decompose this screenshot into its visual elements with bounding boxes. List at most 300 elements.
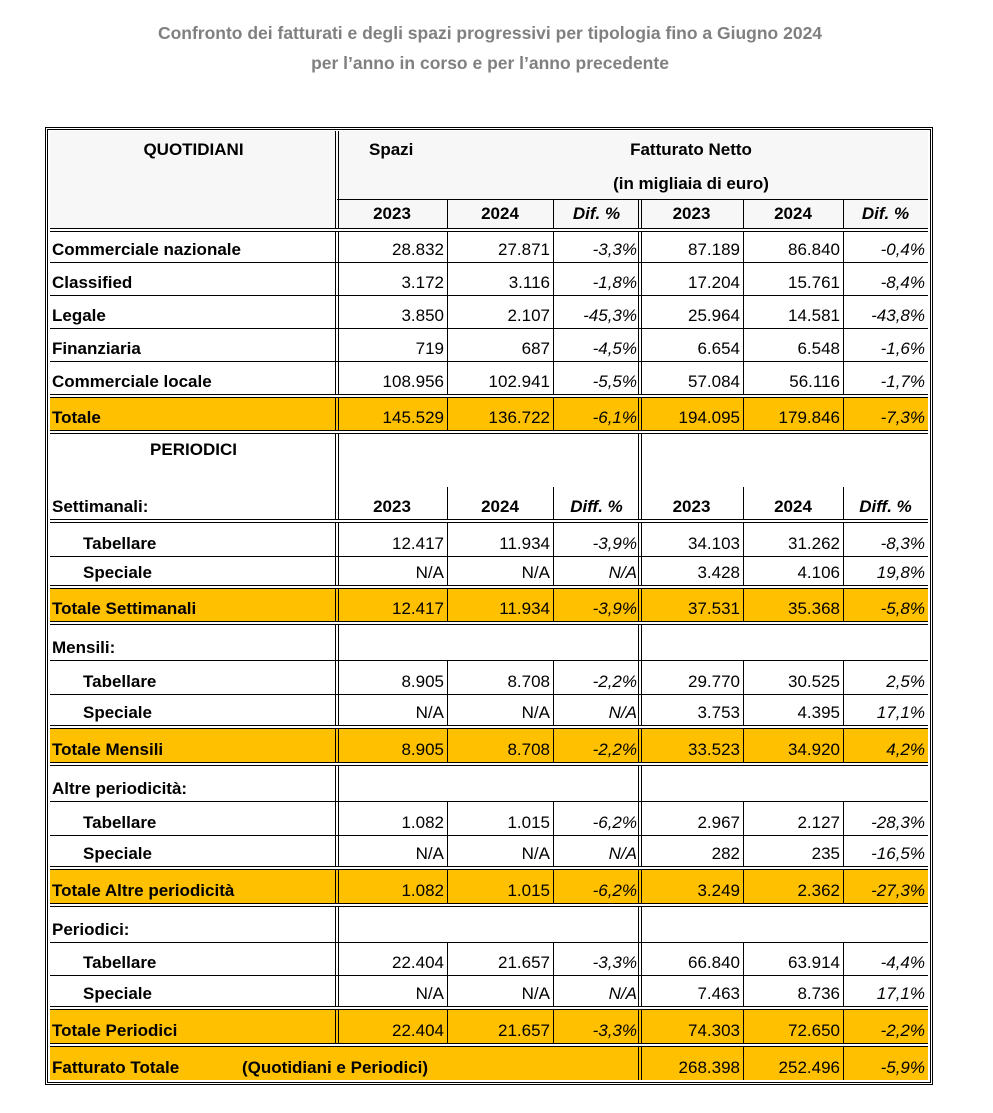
divider [335,328,339,361]
table-cell: 4.395 [797,703,840,722]
table-cell: 29.770 [688,672,740,691]
header-spazi-2024: 2024 [481,204,519,223]
divider [335,232,339,262]
divider [638,589,642,621]
table-cell: N/A [415,984,444,1003]
table-cell: 72.650 [788,1021,840,1040]
table-cell: -6,2% [592,813,637,832]
table-cell: N/A [521,844,550,863]
table-cell: -3,3% [592,953,637,972]
divider [638,523,642,556]
table-cell: 14.581 [788,306,840,325]
table-cell: 34.103 [688,534,740,553]
divider [50,660,928,661]
table-cell: -5,9% [880,1058,925,1077]
table-cell: -45,3% [583,306,637,325]
divider [335,801,339,835]
divider [638,328,642,361]
divider [50,361,928,362]
divider [337,199,928,200]
divider [50,942,928,943]
divider [335,835,339,866]
table-cell: 4.106 [797,563,840,582]
divider [743,398,744,430]
divider [50,328,928,329]
table-cell: 108.956 [382,372,444,391]
divider [743,232,744,262]
divider [50,228,928,232]
row-label: Tabellare [83,813,157,832]
divider [843,942,844,975]
table-cell: N/A [415,703,444,722]
divider [843,487,844,519]
row-label: Settimanali: [52,497,149,516]
divider [50,621,928,625]
divider [638,398,642,430]
table-cell: 25.964 [688,306,740,325]
divider [743,1010,744,1043]
table-cell: 87.189 [688,240,740,259]
divider [638,870,642,903]
divider [843,1047,844,1080]
divider [553,589,554,621]
table-cell: 3.850 [401,306,444,325]
column-header: 2024 [774,497,812,516]
table-cell: 3.116 [508,273,550,292]
divider [638,434,642,487]
row-label: Commerciale nazionale [52,240,241,259]
table-cell: N/A [415,844,444,863]
divider [335,907,339,942]
row-label: Legale [52,306,106,325]
divider [743,694,744,725]
divider [843,523,844,556]
row-label: Finanziaria [52,339,141,358]
table-cell: 66.840 [688,953,740,972]
header-fatturato: Fatturato Netto [630,140,752,159]
table-cell: 15.761 [788,273,840,292]
divider [335,870,339,903]
table-cell: 21.657 [498,953,550,972]
divider [335,660,339,694]
table-cell: 179.846 [778,408,840,427]
divider [843,556,844,585]
divider [843,694,844,725]
table-cell: 33.523 [688,740,740,759]
divider [447,398,448,430]
table-cell: 37.531 [688,599,740,618]
divider [743,295,744,328]
divider [553,729,554,762]
table-cell: 1.015 [507,813,550,832]
divider [447,487,448,519]
total-row-label: Totale Periodici [52,1021,178,1040]
row-label: Tabellare [83,672,157,691]
divider [553,199,554,228]
table-cell: 145.529 [382,408,444,427]
table-cell: 6.654 [697,339,740,358]
divider [843,801,844,835]
divider [447,1010,448,1043]
divider [335,295,339,328]
divider [553,487,554,519]
table-cell: 30.525 [788,672,840,691]
table-cell: 235 [811,844,840,863]
table-cell: 1.082 [401,881,444,900]
table-cell: 3.753 [697,703,740,722]
divider [447,589,448,621]
divider [447,942,448,975]
table-cell: 2.127 [797,813,840,832]
table-cell: 11.934 [499,599,550,618]
table-cell: 17,1% [876,984,925,1003]
divider [743,328,744,361]
divider [638,975,642,1006]
table-cell: -2,2% [592,740,637,759]
table-cell: -2,2% [880,1021,925,1040]
column-header: Diff. % [570,497,623,516]
divider [743,729,744,762]
table-cell: -1,6% [880,339,925,358]
divider [335,694,339,725]
table-cell: -8,3% [880,534,925,553]
divider [447,975,448,1006]
table-cell: 4,2% [886,740,925,759]
table-cell: N/A [521,703,550,722]
divider [843,589,844,621]
divider [843,361,844,394]
divider [843,729,844,762]
divider [50,801,928,802]
divider [447,729,448,762]
divider [638,199,642,228]
table-cell: 63.914 [788,953,840,972]
table-cell: -5,5% [592,372,637,391]
table-cell: 252.496 [778,1058,840,1077]
row-label: Speciale [83,844,152,863]
divider [447,295,448,328]
table-cell: -6,1% [592,408,637,427]
divider [743,487,744,519]
divider [335,523,339,556]
divider [50,262,928,263]
column-header: 2023 [373,497,411,516]
table-cell: -7,3% [880,408,925,427]
divider [553,295,554,328]
table-cell: 194.095 [678,408,740,427]
table-cell: 19,8% [876,563,925,582]
divider [553,694,554,725]
table-cell: 17,1% [876,703,925,722]
table-cell: -3,9% [592,599,637,618]
table-cell: -6,2% [592,881,637,900]
divider [553,361,554,394]
divider [743,523,744,556]
divider [335,556,339,585]
divider [50,903,928,907]
divider [638,694,642,725]
row-label: Commerciale locale [52,372,212,391]
table-cell: 2.362 [797,881,840,900]
table-cell: 74.303 [688,1021,740,1040]
table-cell: N/A [415,563,444,582]
table-cell: -4,5% [592,339,637,358]
table-cell: 687 [521,339,550,358]
divider [335,262,339,295]
divider [447,199,448,228]
divider [447,694,448,725]
divider [638,766,642,801]
divider [843,398,844,430]
table-cell: 12.417 [392,599,444,618]
table-cell: 1.015 [507,881,550,900]
divider [743,199,744,228]
divider [743,975,744,1006]
table-cell: 3.172 [401,273,444,292]
divider [638,556,642,585]
divider [638,801,642,835]
divider [553,975,554,1006]
divider [447,523,448,556]
divider [743,835,744,866]
table-cell: 2.967 [697,813,740,832]
divider [447,262,448,295]
divider [335,131,339,228]
divider [843,1010,844,1043]
divider [843,975,844,1006]
header-fatt-2023: 2023 [672,204,711,223]
table-cell: 31.262 [788,534,840,553]
table-cell: 56.116 [789,372,840,391]
divider [638,942,642,975]
divider [447,328,448,361]
table-cell: 282 [711,844,740,863]
row-label: Speciale [83,563,152,582]
table-cell: -3,3% [592,1021,637,1040]
column-header: Diff. % [859,497,912,516]
divider [553,801,554,835]
divider [553,232,554,262]
divider [447,870,448,903]
row-label: Mensili: [52,638,116,657]
page-title [0,18,980,78]
total-row-label: Totale Altre periodicità [52,881,235,900]
table-cell: 8.905 [401,740,444,759]
divider [638,361,642,394]
divider [335,589,339,621]
table-cell: 22.404 [392,953,444,972]
divider [447,361,448,394]
divider [553,328,554,361]
divider [335,625,339,660]
table-cell: 22.404 [392,1021,444,1040]
row-label: Speciale [83,703,152,722]
row-label: Classified [52,273,133,292]
divider [743,660,744,694]
row-label: Altre periodicità: [52,779,188,798]
table-cell: 102.941 [488,372,550,391]
divider [335,361,339,394]
table-cell: 8.708 [507,672,550,691]
table-cell: 34.920 [788,740,840,759]
divider [743,589,744,621]
table-cell: -0,4% [880,240,925,259]
table-cell: -1,8% [592,273,637,292]
row-label: Periodici: [52,920,130,939]
column-header: 2023 [672,497,711,516]
table-cell: -27,3% [871,881,925,900]
divider [638,1010,642,1043]
divider [447,835,448,866]
row-label: Tabellare [83,953,157,972]
table-cell: 28.832 [392,240,444,259]
table-cell: 11.934 [499,534,550,553]
header-fatt-dif: Dif. % [861,204,910,223]
divider [553,262,554,295]
divider [50,762,928,766]
divider [50,975,928,976]
divider [638,907,642,942]
row-label: Speciale [83,984,152,1003]
divider [50,835,928,836]
divider [638,487,642,519]
total-row-label: Totale Mensili [52,740,164,759]
divider [447,660,448,694]
table-cell: 3.428 [697,563,740,582]
divider [553,660,554,694]
table-cell: 2.107 [507,306,550,325]
table-cell: 17.204 [688,273,740,292]
divider [743,361,744,394]
header-spazi-dif: Dif. % [572,204,621,223]
divider [638,262,642,295]
divider [553,398,554,430]
divider [743,801,744,835]
header-spazi: Spazi [369,140,414,159]
header-fatt-2024: 2024 [774,204,812,223]
divider [335,975,339,1006]
table-cell: 7.463 [697,984,740,1003]
divider [638,729,642,762]
divider [553,1010,554,1043]
total-row-label: Totale Settimanali [52,599,197,618]
table-cell: N/A [608,844,637,863]
divider [553,942,554,975]
grand-total-label: Fatturato Totale [52,1058,180,1077]
table-cell: -8,4% [880,273,925,292]
title-line-2: per l’anno in corso e per l’anno precedente [311,53,669,73]
section-periodici: PERIODICI [150,440,237,459]
table-cell: 21.657 [498,1021,550,1040]
divider [843,328,844,361]
divider [843,199,844,228]
table-cell: 8.708 [507,740,550,759]
table-cell: -16,5% [871,844,925,863]
divider [50,694,928,695]
divider [638,295,642,328]
table-cell: N/A [608,703,637,722]
table-cell: N/A [521,984,550,1003]
divider [553,556,554,585]
divider [553,523,554,556]
table-cell: N/A [608,563,637,582]
table-cell: 2,5% [886,672,925,691]
divider [843,232,844,262]
table-cell: -5,8% [880,599,925,618]
table-cell: -2,2% [592,672,637,691]
table-cell: N/A [608,984,637,1003]
divider [553,835,554,866]
table-cell: 12.417 [392,534,444,553]
divider [50,556,928,557]
table-cell: 719 [415,339,444,358]
divider [335,434,339,487]
divider [335,942,339,975]
divider [638,1047,642,1080]
table-cell: 86.840 [788,240,840,259]
divider [843,295,844,328]
divider [843,835,844,866]
divider [50,430,928,434]
table-cell: 8.736 [797,984,840,1003]
divider [743,870,744,903]
divider [743,942,744,975]
table-cell: -43,8% [871,306,925,325]
total-row-label: Totale [52,408,101,427]
header-quotidiani: QUOTIDIANI [143,140,244,159]
column-header: 2024 [481,497,519,516]
divider [447,232,448,262]
table-cell: 57.084 [688,372,740,391]
divider [447,556,448,585]
table-cell: 35.368 [788,599,840,618]
table-cell: 3.249 [697,881,740,900]
title-line-1: Confronto dei fatturati e degli spazi progressivi per tipologia fino a Giugno 2024 [157,23,823,43]
table-cell: -28,3% [871,813,925,832]
divider [50,295,928,296]
divider [335,1010,339,1043]
divider [638,835,642,866]
divider [843,262,844,295]
divider [335,487,339,519]
table-cell: 27.871 [498,240,550,259]
row-label: Tabellare [83,534,157,553]
divider [743,1047,744,1080]
table-cell: 6.548 [797,339,840,358]
divider [843,660,844,694]
table-cell: 1.082 [401,813,444,832]
header-spazi-2023: 2023 [373,204,411,223]
table-cell: -3,9% [592,534,637,553]
header-unit: (in migliaia di euro) [613,174,769,193]
divider [553,870,554,903]
table-cell: -3,3% [592,240,637,259]
divider [335,766,339,801]
divider [335,729,339,762]
divider [447,801,448,835]
table-cell: -1,7% [880,372,925,391]
divider [638,232,642,262]
divider [843,870,844,903]
divider [335,398,339,430]
divider [638,625,642,660]
table-cell: -4,4% [880,953,925,972]
grand-total-note: (Quotidiani e Periodici) [242,1058,429,1077]
divider [743,262,744,295]
table-cell: 136.722 [488,408,550,427]
divider [638,660,642,694]
divider [50,519,928,523]
